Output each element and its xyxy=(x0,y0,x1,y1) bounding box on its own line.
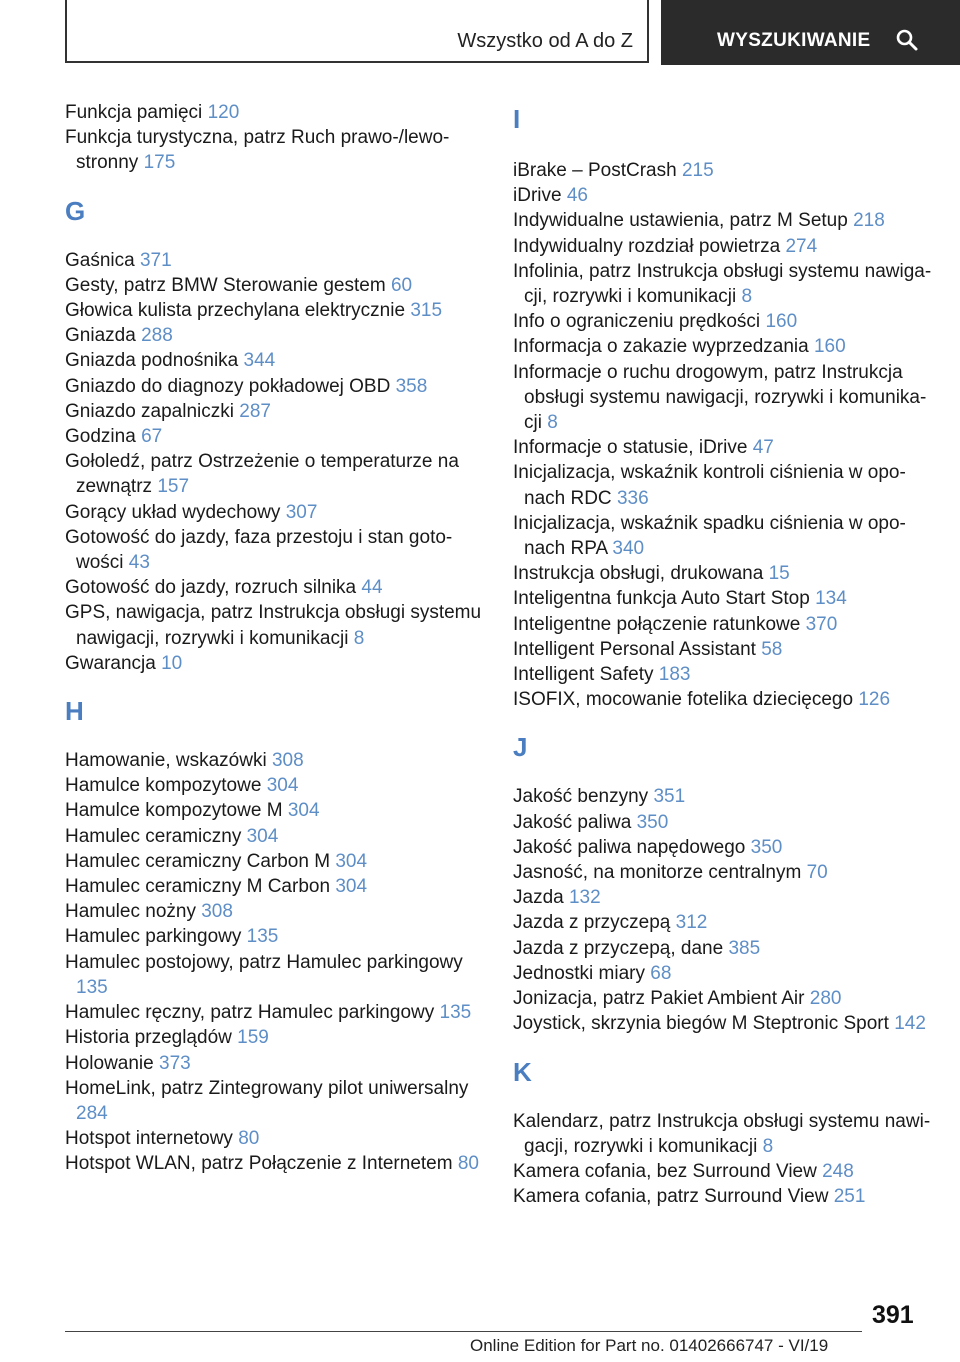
page-link[interactable]: 46 xyxy=(566,185,588,207)
section-letter: G xyxy=(65,195,86,226)
index-entry xyxy=(65,824,483,849)
page-link[interactable]: 284 xyxy=(76,1102,108,1124)
index-entry-term: Kalendarz, patrz Instrukcja obsługi systemu nawigacji, rozrywki i komunikacji xyxy=(513,1110,931,1157)
index-entry xyxy=(513,810,933,835)
index-entry-term: Holowanie xyxy=(65,1052,154,1074)
index-entry xyxy=(513,936,933,961)
page-link[interactable]: 218 xyxy=(853,210,885,232)
section-letter: K xyxy=(513,1056,532,1087)
page-link[interactable]: 350 xyxy=(750,836,783,858)
index-entry-term: Jakość paliwa xyxy=(513,811,632,833)
page-link[interactable]: 304 xyxy=(266,775,299,797)
index-entry xyxy=(513,910,933,935)
page-link[interactable]: 134 xyxy=(815,588,847,610)
footer-edition xyxy=(470,1336,828,1356)
index-entry-term: Głowica kulista przechylana elektrycznie xyxy=(65,300,406,322)
index-entry xyxy=(513,835,933,860)
page-link[interactable]: 8 xyxy=(762,1135,774,1157)
page-link[interactable]: 304 xyxy=(287,800,320,822)
index-entry xyxy=(65,798,483,823)
page-link[interactable]: 126 xyxy=(858,689,891,711)
page-link[interactable]: 159 xyxy=(237,1027,269,1049)
page-link[interactable]: 304 xyxy=(246,825,279,847)
index-entry-term: Hamulec ceramiczny xyxy=(65,825,242,847)
index-entry-term: Hamulce kompozytowe M xyxy=(65,800,283,822)
index-entry xyxy=(65,248,483,273)
index-entry xyxy=(513,662,933,687)
index-entry xyxy=(513,234,933,259)
index-entry xyxy=(513,360,933,436)
index-entry xyxy=(65,298,483,323)
index-entry xyxy=(65,348,483,373)
index-entry-term: Gorący układ wydechowy xyxy=(65,501,281,523)
page-link[interactable]: 132 xyxy=(568,887,601,909)
index-entry-term: Hamulec ceramiczny M Carbon xyxy=(65,876,331,898)
index-entry xyxy=(65,525,483,575)
page-link[interactable]: 274 xyxy=(785,235,818,257)
index-entry-term: Indywidualne ustawienia, patrz M Setup xyxy=(513,210,848,232)
index-entry-term: Inicjalizacja, wskaźnik kontroli ciśnienia w oponach RDC xyxy=(513,462,906,509)
index-entry xyxy=(65,773,483,798)
index-entry-term: Inteligentne połączenie ratunkowe xyxy=(513,613,801,635)
page-link[interactable]: 15 xyxy=(768,563,790,585)
index-entry-term: ISOFIX, mocowanie fotelika dziecięcego xyxy=(513,689,854,711)
page-link[interactable]: 344 xyxy=(243,350,276,372)
page-link[interactable]: 370 xyxy=(805,613,838,635)
index-entry xyxy=(513,511,933,561)
index-entry-term: Hamulec ręczny, patrz Hamulec parkingowy xyxy=(65,1002,435,1024)
index-entry xyxy=(513,309,933,334)
footer-divider xyxy=(65,1331,862,1332)
index-entry xyxy=(65,575,483,600)
index-entry xyxy=(65,273,483,298)
index-entry xyxy=(513,561,933,586)
page-link[interactable]: 142 xyxy=(894,1013,926,1035)
page-link[interactable]: 175 xyxy=(143,152,176,174)
index-entry-term: Kamera cofania, patrz Surround View xyxy=(513,1186,829,1208)
page-link[interactable]: 120 xyxy=(207,102,240,123)
index-entry xyxy=(513,687,933,712)
page-link[interactable]: 160 xyxy=(765,311,798,333)
page-link[interactable]: 307 xyxy=(285,501,318,523)
index-entry xyxy=(65,924,483,949)
index-entry xyxy=(65,849,483,874)
index-entry xyxy=(65,125,483,175)
index-entry xyxy=(65,100,483,125)
index-entry-term: Hamowanie, wskazówki xyxy=(65,750,267,772)
page-link[interactable]: 315 xyxy=(410,300,443,322)
index-entry-term: iDrive xyxy=(513,185,562,207)
tab-a-to-z-label: Wszystko od A do Z xyxy=(457,30,633,52)
index-entry xyxy=(513,1184,933,1209)
page-link[interactable]: 308 xyxy=(271,750,304,772)
index-entry xyxy=(65,500,483,525)
index-entry-term: Info o ograniczeniu prędkości xyxy=(513,311,761,333)
index-entry-term: Jazda xyxy=(513,887,564,909)
page-link[interactable]: 10 xyxy=(161,652,183,674)
index-entry xyxy=(513,860,933,885)
index-entry-term: Infolinia, patrz Instrukcja obsługi systemu nawigacji, rozrywki i komunikacji xyxy=(513,260,932,308)
tab-search-label: WYSZUKIWANIE xyxy=(717,30,871,51)
page-link[interactable]: 312 xyxy=(675,912,708,934)
index-entry-term: Joystick, skrzynia biegów M Steptronic Sport xyxy=(513,1013,889,1035)
index-entry-term: Gotowość do jazdy, rozruch silnika xyxy=(65,577,357,599)
index-entry-term: Historia przeglądów xyxy=(65,1027,232,1049)
index-entry-term: Jakość paliwa napędowego xyxy=(513,836,746,858)
index-entry-term: Godzina xyxy=(65,426,136,448)
index-entry-term: HomeLink, patrz Zintegrowany pilot uniwersalny xyxy=(65,1077,469,1099)
index-entry-term: Gwarancja xyxy=(65,652,156,674)
section-letter: I xyxy=(513,104,521,134)
index-entry-term: Hamulec ceramiczny Carbon M xyxy=(65,850,331,872)
index-entry-term: Gołoledź, patrz Ostrzeżenie o temperaturze na zewnątrz xyxy=(65,451,459,498)
index-entry-term: Jednostki miary xyxy=(513,962,645,984)
page-link[interactable]: 68 xyxy=(650,962,672,984)
index-entry-term: Intelligent Personal Assistant xyxy=(513,638,756,660)
page-link[interactable]: 80 xyxy=(457,1153,479,1175)
page-link[interactable]: 8 xyxy=(741,286,753,308)
index-entry-term: iBrake – PostCrash xyxy=(513,160,677,181)
index-entry-term: Gniazda xyxy=(65,325,136,347)
index-entry xyxy=(513,784,933,809)
index-entry-term: Hamulce kompozytowe xyxy=(65,775,262,797)
page-link[interactable]: 8 xyxy=(353,627,365,649)
index-entry xyxy=(65,1151,483,1176)
page-link[interactable]: 183 xyxy=(658,664,691,686)
index-entry-term: Hamulec nożny xyxy=(65,901,196,923)
index-entry-term: Jakość benzyny xyxy=(513,786,649,808)
index-entry-term: Jonizacja, patrz Pakiet Ambient Air xyxy=(513,988,805,1010)
footer-edition-text: Online Edition for Part no. 01402666747 - VI/19 xyxy=(470,1336,829,1355)
index-entry-term: Gaśnica xyxy=(65,249,135,271)
index-entry-term: Gniazdo do diagnozy pokładowej OBD xyxy=(65,375,391,397)
index-entry-term: Funkcja pamięci xyxy=(65,102,203,123)
index-column-right xyxy=(513,100,933,1209)
index-entry-term: Hamulec postojowy, patrz Hamulec parkingowy xyxy=(65,951,463,973)
page-link[interactable]: 157 xyxy=(157,476,190,498)
index-entry xyxy=(65,1076,483,1126)
index-entry-term: Kamera cofania, bez Surround View xyxy=(513,1160,817,1182)
page-link[interactable]: 135 xyxy=(246,926,279,948)
index-entry xyxy=(65,950,483,1000)
section-letter: J xyxy=(513,732,528,763)
index-entry xyxy=(513,961,933,986)
page-link[interactable]: 8 xyxy=(547,412,558,434)
page-link[interactable]: 135 xyxy=(439,1002,472,1024)
page-link[interactable]: 58 xyxy=(761,638,783,660)
tab-a-to-z[interactable] xyxy=(65,0,649,63)
page-link[interactable]: 385 xyxy=(728,937,761,959)
index-entry xyxy=(65,1025,483,1050)
index-entry xyxy=(65,1126,483,1151)
index-entry xyxy=(513,586,933,611)
page-link[interactable]: 70 xyxy=(806,862,828,884)
index-entry-term: Jasność, na monitorze centralnym xyxy=(513,862,802,884)
page-link[interactable]: 60 xyxy=(390,274,413,296)
index-entry-term: Jazda z przyczepą, dane xyxy=(513,937,724,959)
magnifier-icon xyxy=(895,28,919,52)
page-link[interactable]: 373 xyxy=(159,1052,191,1074)
index-column-left xyxy=(65,100,483,1177)
index-entry xyxy=(65,323,483,348)
page-link[interactable]: 67 xyxy=(141,426,163,448)
page-link[interactable]: 350 xyxy=(636,811,669,833)
index-entry xyxy=(513,1159,933,1184)
index-entry xyxy=(65,874,483,899)
index-entry xyxy=(65,1051,483,1076)
page-link[interactable]: 47 xyxy=(752,437,774,459)
index-entry-term: Indywidualny rozdział powietrza xyxy=(513,235,781,257)
page-link[interactable]: 280 xyxy=(809,988,842,1010)
index-entry-term: Intelligent Safety xyxy=(513,664,654,686)
index-entry-term: Hotspot WLAN, patrz Połączenie z Internetem xyxy=(65,1153,453,1175)
index-entry xyxy=(513,885,933,910)
page-link[interactable]: 80 xyxy=(238,1128,260,1150)
index-entry xyxy=(513,612,933,637)
index-entry xyxy=(65,600,483,650)
tab-search[interactable] xyxy=(661,0,960,65)
page-link[interactable]: 43 xyxy=(128,552,150,574)
index-entry-term: Gotowość do jazdy, faza przestoju i stan gotowości xyxy=(65,526,453,574)
page-link[interactable]: 288 xyxy=(141,325,173,347)
index-entry xyxy=(65,374,483,399)
index-entry-term: Informacje o ruchu drogowym, patrz Instrukcja obsługi systemu nawigacji, rozrywki i komunikacji xyxy=(513,361,927,434)
page-link[interactable]: 248 xyxy=(822,1160,854,1182)
index-entry-term: Gniazda podnośnika xyxy=(65,350,239,372)
index-entry-term: Informacje o statusie, iDrive xyxy=(513,437,748,459)
page-link[interactable]: 160 xyxy=(813,336,846,358)
index-entry xyxy=(65,449,483,499)
index-entry xyxy=(65,748,483,773)
index-entry-term: Gniazdo zapalniczki xyxy=(65,400,234,422)
index-entry xyxy=(513,259,933,309)
page-link[interactable]: 135 xyxy=(76,976,108,998)
index-entry-term: Inteligentna funkcja Auto Start Stop xyxy=(513,588,810,610)
page-link[interactable]: 251 xyxy=(833,1186,866,1208)
index-entry xyxy=(513,1109,933,1159)
index-entry xyxy=(65,399,483,424)
index-entry xyxy=(513,334,933,359)
page-link[interactable]: 336 xyxy=(616,487,649,509)
index-entry xyxy=(65,899,483,924)
section-letter: H xyxy=(65,696,84,727)
index-entry xyxy=(513,460,933,510)
page-link[interactable]: 287 xyxy=(239,400,271,422)
page-link[interactable]: 358 xyxy=(395,375,428,397)
index-entry xyxy=(513,183,933,208)
page-number: 391 xyxy=(872,1301,914,1329)
index-entry xyxy=(65,424,483,449)
index-entry-term: Hotspot internetowy xyxy=(65,1128,233,1150)
index-entry xyxy=(65,1000,483,1025)
index-entry xyxy=(513,435,933,460)
page-link[interactable]: 340 xyxy=(612,538,645,560)
index-entry-term: Inicjalizacja, wskaźnik spadku ciśnienia w oponach RPA xyxy=(513,512,906,560)
index-entry xyxy=(513,986,933,1011)
index-entry-term: Instrukcja obsługi, drukowana xyxy=(513,563,764,585)
page-link[interactable]: 351 xyxy=(653,786,686,808)
top-navigation xyxy=(0,0,960,66)
page-link[interactable]: 304 xyxy=(335,850,368,872)
index-entry-term: Gesty, patrz BMW Sterowanie gestem xyxy=(65,274,386,296)
index-entry-term: Hamulec parkingowy xyxy=(65,926,242,948)
index-entry-term: Funkcja turystyczna, patrz Ruch prawo-/lewostronny xyxy=(65,127,450,174)
page-link[interactable]: 304 xyxy=(335,876,368,898)
index-entry-term: Informacja o zakazie wyprzedzania xyxy=(513,336,809,358)
page-link[interactable]: 215 xyxy=(681,160,714,181)
index-entry-term: Jazda z przyczepą xyxy=(513,912,671,934)
index-entry xyxy=(513,208,933,233)
index-entry xyxy=(65,651,483,676)
index-entry xyxy=(513,1011,933,1036)
index-entry xyxy=(513,158,933,183)
page-link[interactable]: 371 xyxy=(139,249,172,271)
index-entry-term: GPS, nawigacja, patrz Instrukcja obsługi systemu nawigacji, rozrywki i komunikacji xyxy=(65,602,482,649)
page-link[interactable]: 44 xyxy=(361,577,383,599)
index-entry xyxy=(513,637,933,662)
page-link[interactable]: 308 xyxy=(201,901,233,923)
